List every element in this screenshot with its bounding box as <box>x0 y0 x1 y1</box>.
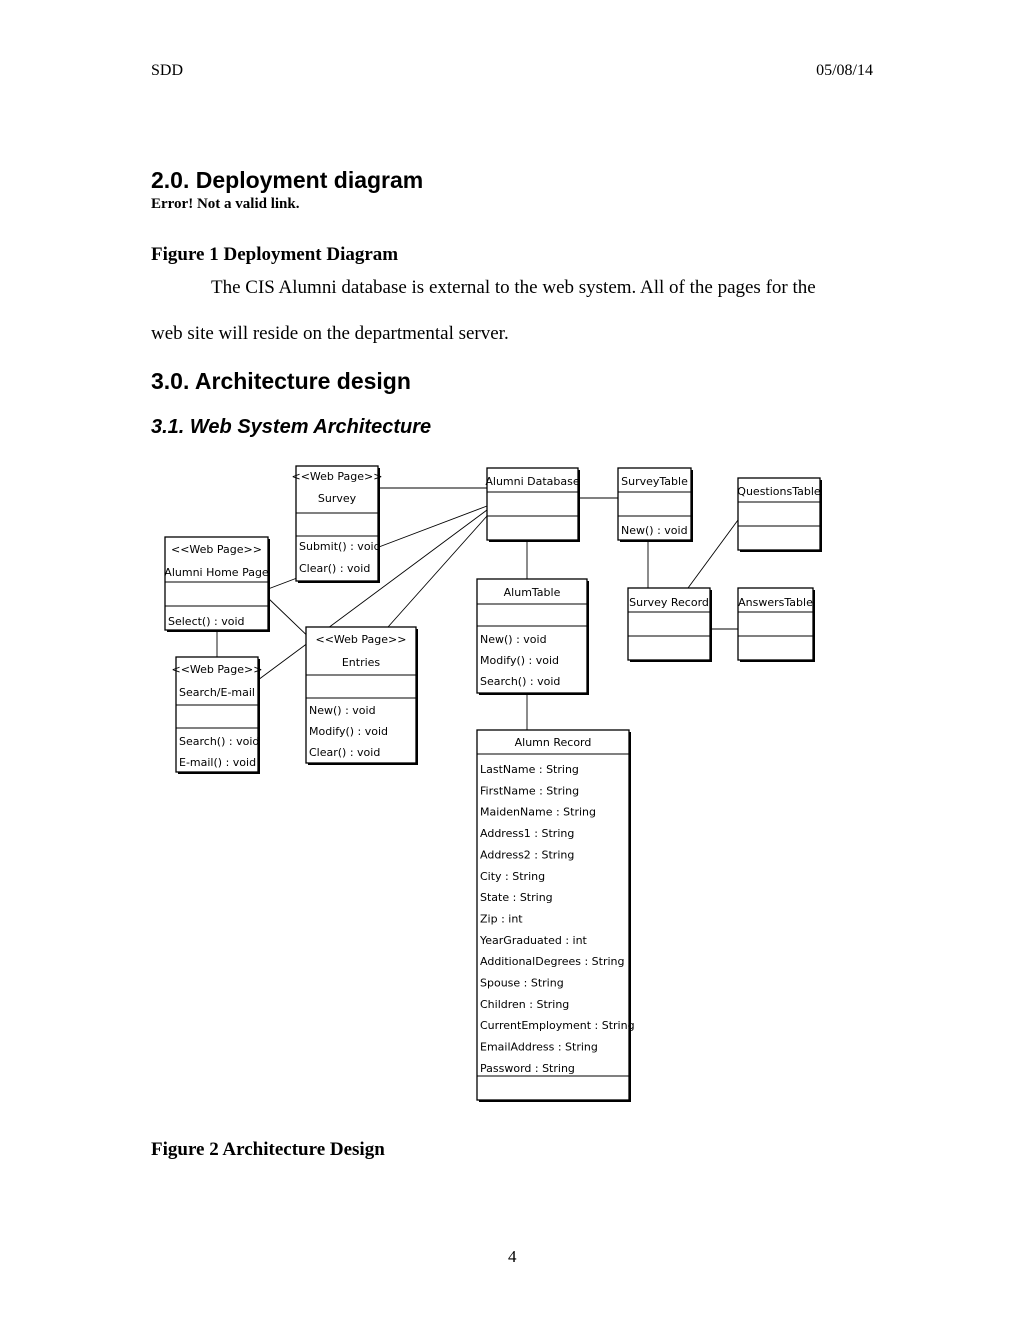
class-attribute: CurrentEmployment : String <box>480 1019 635 1033</box>
class-name: Survey <box>317 492 357 505</box>
class-stereotype: <<Web Page>> <box>171 543 262 556</box>
class-name: Entries <box>341 656 381 669</box>
survey-record-class <box>628 588 712 662</box>
figure-1-caption: Figure 1 Deployment Diagram <box>151 244 399 265</box>
class-name: SurveyTable <box>621 475 688 488</box>
class-operation: New() : void <box>621 524 688 537</box>
class-name: AlumTable <box>503 586 561 599</box>
class-operation: Search() : void <box>480 675 561 688</box>
alumni-home-class <box>164 537 270 632</box>
class-attribute: YearGraduated : int <box>480 933 587 947</box>
class-name: Search/E-mail <box>179 686 255 699</box>
survey-class <box>292 466 383 583</box>
class-attribute: State : String <box>480 891 553 905</box>
class-attribute: Address1 : String <box>480 827 575 841</box>
paragraph-line-2: web site will reside on the departmental server. <box>151 323 509 344</box>
section-3-1-subheading: 3.1. Web System Architecture <box>151 416 432 438</box>
link-entries-alumni-database <box>388 516 487 627</box>
class-name: AnswersTable <box>738 596 813 609</box>
class-attribute: Zip : int <box>480 912 523 926</box>
class-stereotype: <<Web Page>> <box>171 663 263 676</box>
section-3-heading: 3.0. Architecture design <box>151 368 411 394</box>
class-operation: Modify() : void <box>309 725 389 738</box>
class-operation: Clear() : void <box>309 746 381 759</box>
class-name: Alumni Database <box>485 475 580 488</box>
class-operation: Clear() : void <box>299 562 371 575</box>
class-attribute: Password : String <box>480 1061 575 1075</box>
figure-2-caption: Figure 2 Architecture Design <box>151 1139 385 1160</box>
entries-class <box>306 627 418 765</box>
class-attribute: Children : String <box>480 997 570 1011</box>
class-stereotype: <<Web Page>> <box>315 633 407 646</box>
class-operation: New() : void <box>309 704 376 717</box>
class-operation: Modify() : void <box>480 654 560 667</box>
alumni-database-class <box>485 468 580 542</box>
class-operation: Search() : void <box>179 735 260 748</box>
paragraph-line-1: The CIS Alumni database is external to the web system. All of the pages for the <box>211 277 816 298</box>
header-left: SDD <box>151 62 184 79</box>
class-attribute: EmailAddress : String <box>480 1040 598 1054</box>
class-stereotype: <<Web Page>> <box>291 470 383 483</box>
section-2-heading: 2.0. Deployment diagram <box>151 167 424 193</box>
class-operation: Select() : void <box>168 615 245 628</box>
class-attribute: Spouse : String <box>480 976 564 990</box>
class-name: QuestionsTable <box>737 485 821 498</box>
alum-table-class <box>477 579 589 695</box>
class-attribute: LastName : String <box>480 763 579 776</box>
class-attribute: FirstName : String <box>480 784 580 798</box>
survey-table-class <box>618 468 693 542</box>
error-link-text: Error! Not a valid link. <box>151 196 300 212</box>
class-operation: Submit() : void <box>299 540 381 553</box>
class-operation: New() : void <box>480 633 547 646</box>
class-operation: E-mail() : void <box>179 756 257 769</box>
alumn-record-class <box>477 730 635 1102</box>
class-name: Survey Record <box>629 596 709 609</box>
answers-table-class <box>738 588 815 662</box>
class-attribute: City : String <box>480 869 546 883</box>
class-attribute: Address2 : String <box>480 848 575 862</box>
class-name: Alumni Home Page <box>164 566 269 579</box>
class-attribute: MaidenName : String <box>480 805 596 819</box>
class-name: Alumn Record <box>514 736 592 749</box>
questions-table-class <box>737 478 822 552</box>
class-attribute: AdditionalDegrees : String <box>480 955 625 969</box>
header-date: 05/08/14 <box>816 62 873 79</box>
page-number: 4 <box>508 1247 517 1266</box>
link-questions-table-survey-record <box>688 520 738 588</box>
search-email-class <box>172 657 263 774</box>
